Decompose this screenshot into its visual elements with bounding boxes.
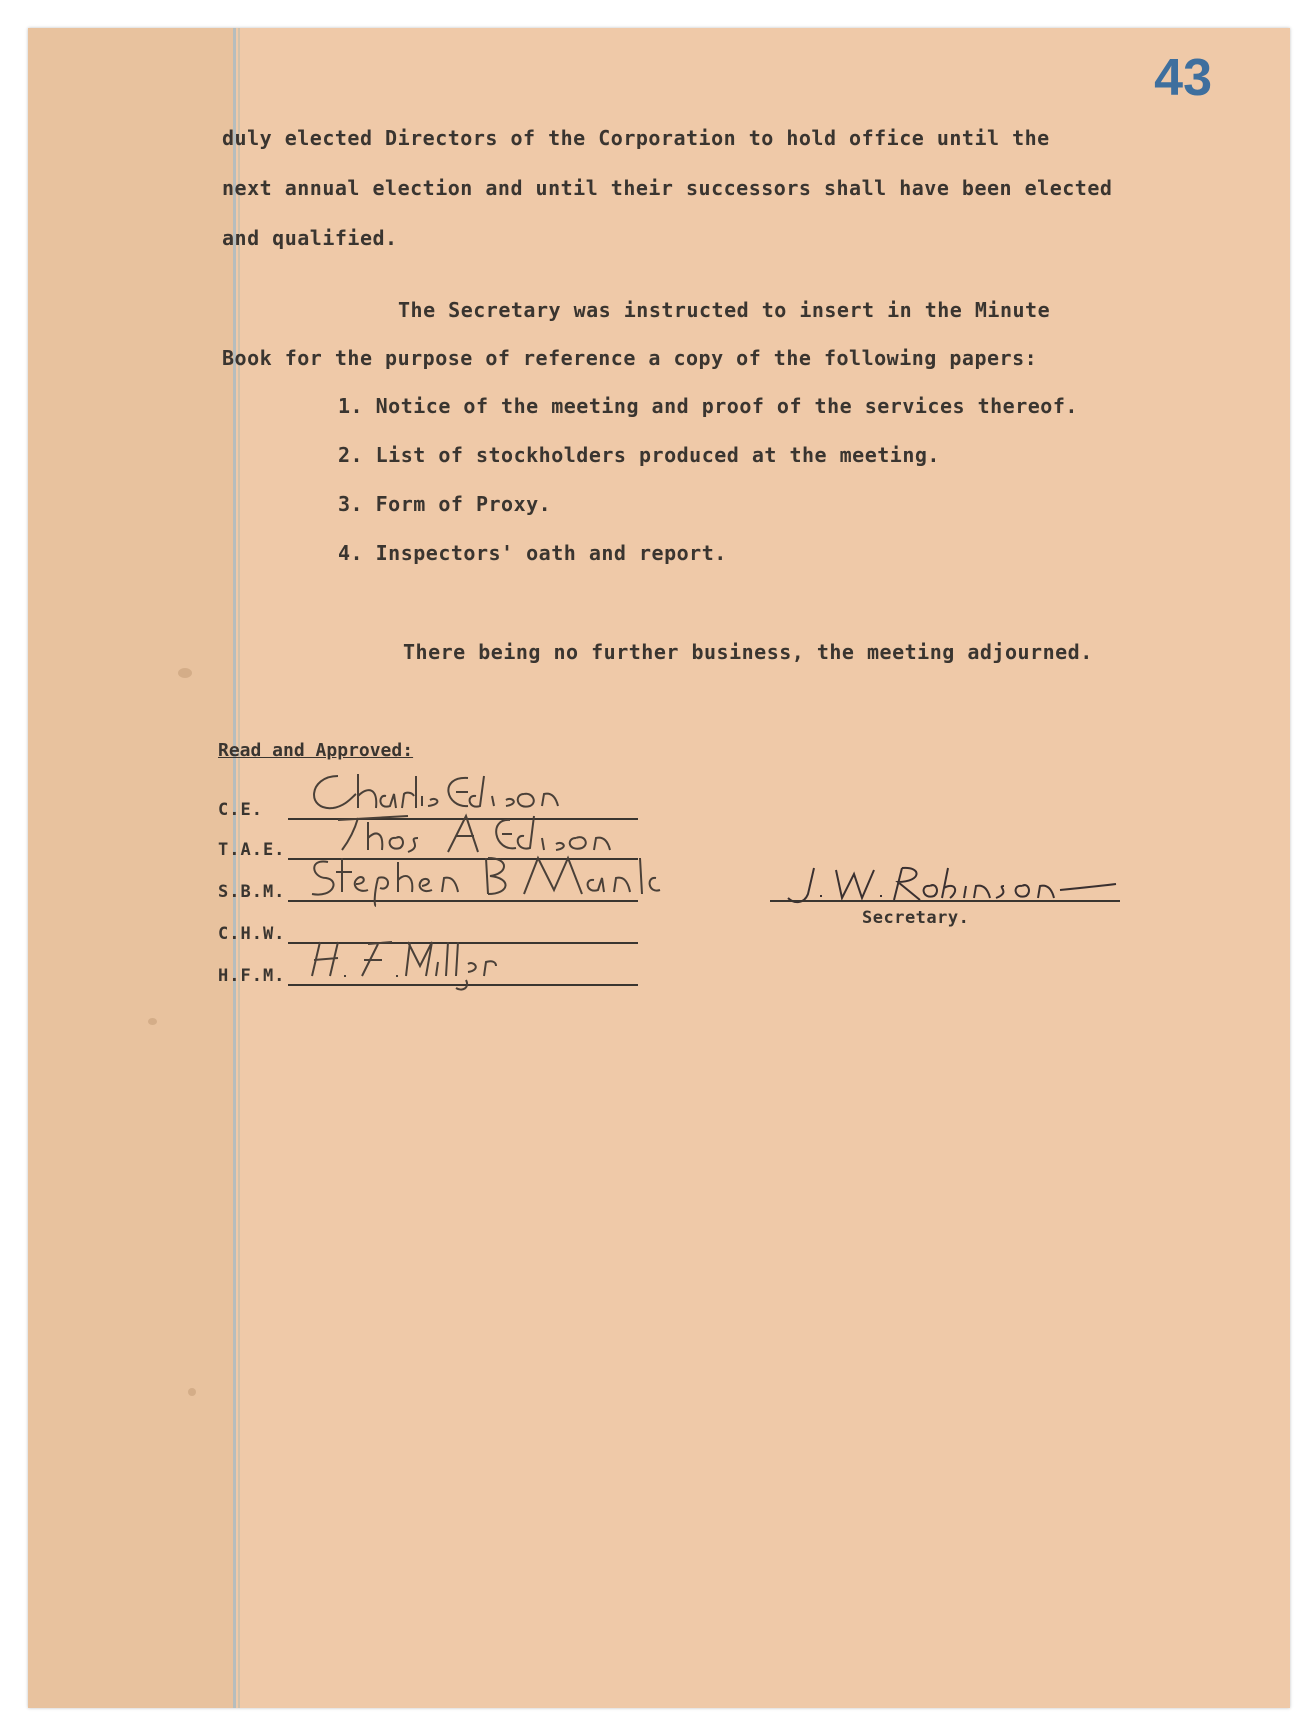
closing-line: There being no further business, the meeting adjourned.: [403, 640, 1093, 664]
para1-line-1: duly elected Directors of the Corporation to hold office until the: [222, 126, 1050, 150]
signatory-initials: C.H.W.: [218, 924, 286, 944]
signature-row-sbm: [218, 864, 638, 904]
paper-stain: [178, 668, 192, 678]
page-number: 43: [1154, 49, 1212, 107]
left-margin-strip: [28, 28, 233, 1708]
secretary-label: Secretary.: [862, 908, 970, 928]
signature-h-f-miller: [298, 932, 498, 992]
list-item-3: 3. Form of Proxy.: [338, 492, 552, 516]
secretary-signature-line: [770, 900, 1120, 902]
signature-row-hfm: [218, 948, 638, 988]
signature-j-w-robinson: [770, 860, 1120, 910]
signatory-initials: C.E.: [218, 800, 263, 820]
signature-stephen-b-mambert: [298, 848, 678, 908]
para1-line-3: and qualified.: [222, 226, 398, 250]
paper-stain: [148, 1018, 157, 1025]
approval-heading: Read and Approved:: [218, 740, 414, 761]
list-item-2: 2. List of stockholders produced at the meeting.: [338, 443, 940, 467]
signatory-initials: T.A.E.: [218, 840, 286, 860]
para1-line-2: next annual election and until their successors shall have been elected: [222, 176, 1113, 200]
list-item-4: 4. Inspectors' oath and report.: [338, 541, 727, 565]
paper-stain: [188, 1388, 196, 1396]
secretary-signature-block: [770, 860, 1120, 940]
signatory-initials: S.B.M.: [218, 882, 286, 902]
list-item-1: 1. Notice of the meeting and proof of the services thereof.: [338, 394, 1078, 418]
signatory-initials: H.F.M.: [218, 966, 286, 986]
para2-line-2: Book for the purpose of reference a copy of the following papers:: [222, 346, 1038, 370]
para2-line-1: The Secretary was instructed to insert in the Minute: [398, 298, 1051, 322]
